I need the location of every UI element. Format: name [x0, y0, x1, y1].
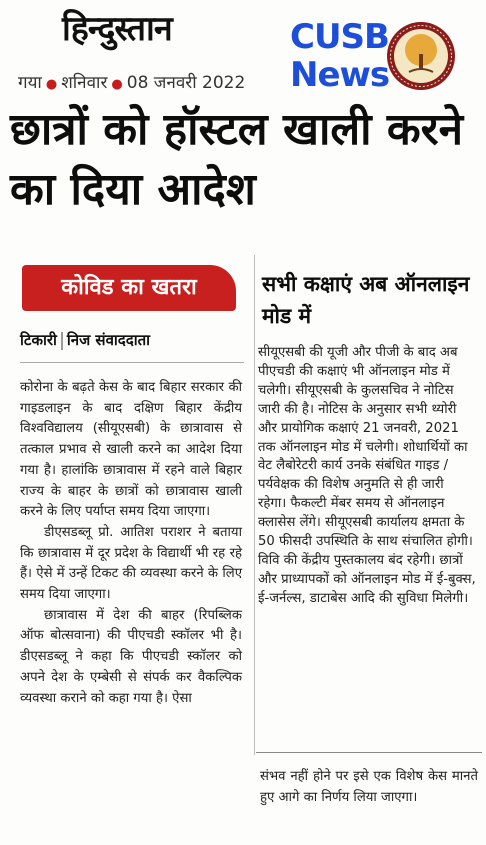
brand-line-2: News [290, 55, 390, 95]
paragraph: छात्रावास में देश की बाहर (रिपब्लिक ऑफ बोत्सवाना) की पीएचडी स्कॉलर भी है। डीएसडब्लू ने कहा कि पीएचडी स्कॉलर को अपने देश के एम्बेसी से संपर्क कर वैकल्पिक व्यवस्था कराने को कहा गया है। ऐसा [20, 607, 242, 706]
separator [61, 332, 63, 350]
sidebar-heading: सभी कक्षाएं अब ऑनलाइन मोड में [262, 272, 470, 328]
brand-line-1: CUSB [290, 17, 389, 57]
left-article-body [20, 378, 242, 709]
badge-label: कोविड का खतरा [61, 275, 197, 300]
paragraph: कोरोना के बढ़ते केस के बाद बिहार सरकार की गाइडलाइन के बाद दक्षिण बिहार केंद्रीय विश्वविद्यालय (सीयूएसबी) के छात्रावास से तत्काल प्रभाव से खाली करने का आदेश दिया गया है। हालांकि छात्रावास में रहने वाले बिहार राज्य के बाहर के छात्रों को छात्रावास खाली करने के लिए पर्याप्त समय दिया जाएगा। [20, 380, 242, 520]
newspaper-masthead [62, 4, 262, 50]
reporter-place: टिकारी [20, 331, 57, 349]
dateline-day: शनिवार [61, 73, 108, 93]
reporter-byline: निज संवाददाता [66, 331, 151, 349]
dateline-date: 08 जनवरी 2022 [126, 73, 246, 93]
dateline [18, 70, 245, 93]
bullet-icon: ● [45, 77, 58, 92]
divider-line [256, 752, 482, 753]
bullet-icon: ● [111, 77, 123, 92]
cusb-news-brand [290, 17, 390, 95]
reporter-line [20, 330, 150, 350]
dateline-city: गया [18, 73, 42, 93]
masthead-name: हिन्दुस्तान [62, 9, 172, 49]
divider-line [20, 362, 244, 363]
paragraph: डीएसडब्लू प्रो. आतिश पराशर ने बताया कि छात्रावास में दूर प्रदेश के विद्यार्थी भी रह रहे हैं। ऐसे में उन्हें टिकट की व्यवस्था करने के लिए समय दिया जाएगा। [20, 524, 242, 603]
university-emblem-icon [385, 20, 457, 92]
column-divider [254, 255, 255, 755]
category-badge [22, 265, 236, 311]
main-headline: छात्रों को हॉस्टल खाली करने का दिया आदेश [10, 104, 464, 215]
sidebar-article-body: सीयूएसबी की यूजी और पीजी के बाद अब पीएचडी की कक्षाएं भी ऑनलाइन मोड में चलेगी। सीयूएसबी के कुलसचिव ने नोटिस जारी की है। नोटिस के अनुसार सभी थ्योरी और प्रायोगिक कक्षाएं 21 जनवरी, 2021 तक ऑनलाइन मोड में चलेगी। शोधार्थियों का वेट लैबोरेटरी कार्य उनके संबंधित गाइड / पर्यवेक्षक की विशेष अनुमति से ही जारी रहेगा। फैकल्टी मेंबर समय से ऑनलाइन क्लासेस लेंगे। सीयूएसबी कार्यालय क्षमता के 50 फीसदी उपस्थिति के साथ संचालित होगी। विवि की केंद्रीय पुस्तकालय बंद रहेगी। छात्रों और प्राध्यापकों को ऑनलाइन मोड में ई-बुक्स, ई-जर्नल्स, डाटाबेस आदि की सुविधा मिलेगी। [258, 345, 476, 606]
continuation-text: संभव नहीं होने पर इसे एक विशेष केस मानते हुए आगे का निर्णय लिया जाएगा। [260, 769, 478, 805]
